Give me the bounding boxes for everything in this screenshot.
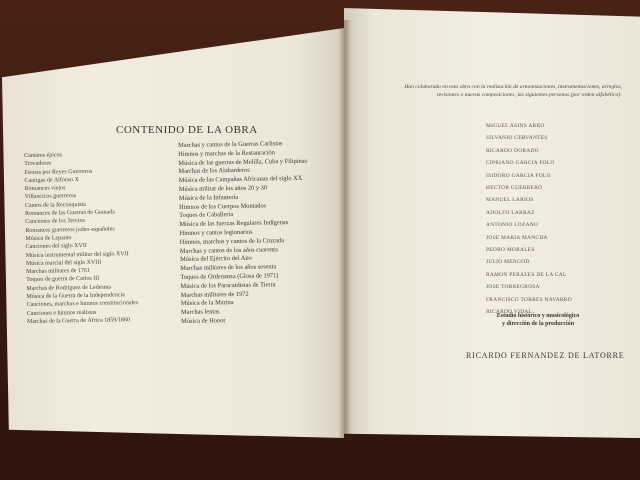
- collaborator-name: ISIDORO GARCIA FOLO: [486, 172, 551, 179]
- contents-column-2: [178, 140, 310, 327]
- collaborator-name: PEDRO MORALES: [486, 247, 535, 254]
- collaborator-name: RAMON PERALES DE LA CAL: [486, 271, 567, 278]
- collaborator-name: JULIO MENGOD: [486, 259, 530, 266]
- collaborators-intro: Han colaborado en esta obra con la realización de armonizaciones, instrumentaciones, arreglos, revisiones o nuevas composiciones, las siguientes personas (por orden alfabético):: [404, 84, 622, 98]
- contents-item: Canciones e himnos realistas: [26, 309, 97, 317]
- contents-item: Marchas y cantos de los años cuarenta: [179, 245, 278, 255]
- contents-item: Himnos de los Cuerpos Montados: [179, 202, 267, 211]
- contents-item: Música de las fuerzas Regulares Indígenas: [179, 219, 289, 229]
- contents-item: Toques de Ordenanza (Glosa de 1971): [180, 272, 279, 281]
- contents-item: Música de la Marina: [180, 299, 234, 308]
- contents-item: Canciones, marchas e himnos constitucionales: [26, 300, 139, 309]
- contents-item: Música marcial del siglo XVIII: [25, 259, 102, 267]
- collaborator-name: ADOLFO LARRAZ: [486, 209, 535, 216]
- collaborator-name: FRANCISCO TORRES NAVARRO: [486, 296, 572, 303]
- contents-item: Toques de Caballería: [179, 211, 234, 220]
- contents-item: Marchas lentas: [180, 308, 220, 317]
- contents-item: Cantares épicos: [24, 152, 62, 159]
- contents-item: Himnos, marchas y cantos de la Cruzada: [179, 236, 284, 246]
- contents-item: Romances guerreros judeo-españoles: [25, 226, 115, 234]
- production-credit-line-1: Estudio histórico y musicológico: [496, 313, 580, 319]
- contents-item: Romances viejos: [24, 185, 66, 193]
- contents-item: Marchas de Rodríguez de Ledesma: [26, 284, 112, 292]
- contents-item: Fiestas por Reyes Guerreros: [24, 168, 93, 176]
- contents-item: Música del Ejército del Aire: [179, 255, 253, 264]
- contents-item: Villancicos guerreros: [24, 193, 76, 201]
- collaborator-name: ANTONIO LOZANO: [486, 222, 539, 229]
- production-credit: [470, 312, 606, 328]
- contents-item: Canciones de los Tercios: [25, 218, 85, 226]
- collaborator-name: MIGUEL ASINS ARBO: [486, 123, 545, 129]
- contents-item: Trovadores: [24, 160, 52, 168]
- contents-item: Canciones del siglo XVII: [25, 243, 87, 251]
- contents-item: Marchas de la Guerra de África 1859/1860: [26, 317, 130, 325]
- contents-item: Marchas de los Alabarderos: [178, 167, 250, 176]
- collaborator-name: JOSE MARIA MANCHA: [486, 234, 548, 241]
- contents-item: Música de la Infantería: [178, 193, 239, 202]
- contents-item: Música de Honor: [181, 317, 226, 325]
- contents-item: Toques de guerra de Carlos III: [26, 276, 100, 284]
- contents-item: Música de la Guerra de la Independencia: [26, 292, 125, 301]
- contents-item: Marchas militares de 1972: [180, 290, 249, 299]
- book-gutter: [338, 20, 352, 440]
- contents-item: Cantigas de Alfonso X: [24, 176, 80, 184]
- contents-item: Marchas y cantos de la Guerras Carlistas: [178, 140, 283, 149]
- collaborator-name: RICARDO VIDAL: [486, 309, 533, 316]
- contents-column-1: [24, 150, 139, 326]
- contents-item: Marchas militares de 1761: [26, 268, 90, 276]
- contents-item: Cantos de la Reconquista: [24, 201, 86, 209]
- production-credit-line-2: y dirección de la producción: [501, 321, 575, 327]
- collaborators-list: [486, 120, 572, 319]
- collaborator-name: HECTOR GUERRERO: [486, 185, 543, 192]
- contents-item: Música de los Paracaidistas de Tierra: [180, 281, 276, 290]
- contents-item: Romances de las Guerras de Granada: [25, 209, 115, 218]
- collaborator-name: CIPRIANO GARCIA FOLO: [486, 160, 555, 167]
- contents-item: Música de Lepanto: [25, 235, 72, 242]
- contents-item: Música de las Campañas Africanas del siglo XX: [178, 175, 303, 185]
- collaborator-name: RICARDO DORADO: [486, 147, 539, 154]
- contents-item: Música militar de los años 20 y 30: [178, 184, 268, 193]
- contents-item: Himnos y cantos legionarios: [179, 228, 253, 237]
- collaborator-name: JOSE TORREGROSA: [486, 284, 540, 291]
- contents-title: CONTENIDO DE LA OBRA: [116, 124, 258, 136]
- author-name: RICARDO FERNANDEZ DE LATORRE: [466, 351, 625, 360]
- contents-item: Himnos y marchas de la Restauración: [178, 149, 275, 158]
- contents-item: Música instrumental militar del siglo XVII: [25, 250, 129, 259]
- collaborator-name: SILVANIO CERVANTES: [486, 135, 548, 142]
- contents-item: Música de las guerras de Melilla, Cuba y Filipinas: [178, 157, 308, 167]
- contents-item: Marchas militares de los años sesenta: [180, 263, 277, 273]
- collaborator-name: MANUEL LARIOS: [486, 197, 534, 204]
